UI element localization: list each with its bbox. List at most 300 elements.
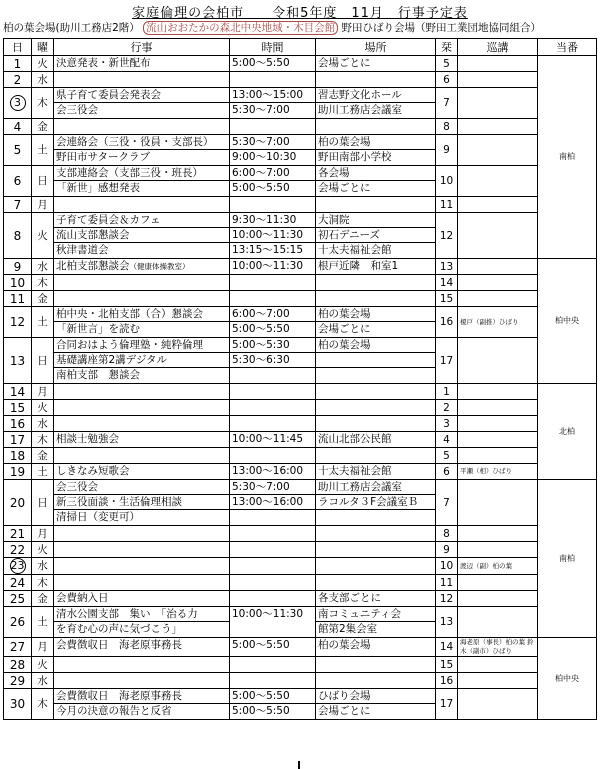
day-cell: 2	[4, 72, 32, 88]
header-row	[4, 39, 597, 56]
cell-line: 決意発表・新世配布	[56, 57, 151, 69]
shiori-cell: 6	[436, 464, 458, 480]
cell-line: 6:00～7:00	[230, 307, 315, 322]
junko-cell	[458, 607, 538, 638]
time-cell	[230, 72, 316, 88]
cell-line: 野田市サタークラブ	[56, 151, 150, 163]
day-cell: 8	[4, 213, 32, 259]
shiori-cell: 10	[436, 558, 458, 575]
cell-line	[54, 558, 229, 572]
time-cell	[230, 416, 316, 432]
day-cell: 25	[4, 591, 32, 607]
cell-line	[54, 542, 229, 556]
junko-cell	[458, 72, 538, 88]
cell-line	[316, 353, 435, 368]
table-row	[4, 607, 597, 638]
cell-line	[54, 526, 229, 540]
weekday-cell: 金	[32, 591, 54, 607]
junko-cell	[458, 338, 538, 384]
table-row	[4, 673, 597, 689]
cell-line: 10:00～11:30	[232, 260, 304, 272]
shiori-cell: 10	[436, 166, 458, 197]
cell-line: 合同おはよう倫理塾・純粋倫理	[54, 338, 229, 353]
cell-line: 5:30～7:00	[232, 104, 290, 116]
cell-line	[54, 275, 229, 289]
cell-line: 13:00～15:00	[230, 88, 315, 103]
shiori-cell: 8	[436, 119, 458, 135]
weekday-cell: 土	[32, 464, 54, 480]
shiori-cell: 1	[436, 384, 458, 400]
junko-cell	[458, 400, 538, 416]
cell-line	[316, 558, 435, 572]
shiori-cell: 17	[436, 689, 458, 720]
time-cell	[230, 448, 316, 464]
table-row	[4, 689, 597, 720]
place-cell	[316, 591, 436, 607]
table-row	[4, 213, 597, 259]
column-header: 行事	[54, 39, 230, 56]
cell-line	[230, 510, 315, 524]
day-cell: 6	[4, 166, 32, 197]
table-row	[4, 448, 597, 464]
time-cell	[230, 464, 316, 480]
place-cell	[316, 400, 436, 416]
column-header: 栞	[436, 39, 458, 56]
cell-line	[316, 384, 435, 398]
time-cell	[230, 607, 316, 638]
cell-line	[230, 657, 315, 671]
cell-line: 清水公園支部 集い 「治る力	[54, 607, 229, 622]
shiori-cell: 7	[436, 480, 458, 526]
cell-line	[230, 575, 315, 589]
time-cell	[230, 307, 316, 338]
junko-cell	[458, 432, 538, 448]
table-row	[4, 464, 597, 480]
cell-line	[230, 416, 315, 430]
cell-line: 助川工務店会議室	[318, 104, 402, 116]
event-cell	[54, 400, 230, 416]
event-cell	[54, 638, 230, 657]
cell-line: 秋津書道会	[56, 244, 109, 256]
table-row	[4, 307, 597, 338]
cell-line	[54, 197, 229, 211]
junko-cell: 榎戸（副推）ひばり	[458, 307, 538, 338]
shiori-cell: 6	[436, 72, 458, 88]
cell-line: 清掃日（変更可）	[56, 511, 140, 523]
cell-line: 南柏支部 懇談会	[56, 369, 140, 381]
time-cell	[230, 197, 316, 213]
cell-line	[230, 558, 315, 572]
cell-line: 10:00～11:30	[230, 228, 315, 243]
cell-line: 大洞院	[316, 213, 435, 228]
circled-day: 23	[10, 559, 25, 572]
event-cell	[54, 291, 230, 307]
duty-cell: 北柏	[538, 384, 597, 480]
event-cell	[54, 88, 230, 119]
junko-cell	[458, 135, 538, 166]
junko-cell	[458, 689, 538, 720]
weekday-cell: 月	[32, 638, 54, 657]
time-cell	[230, 135, 316, 166]
weekday-cell: 土	[32, 135, 54, 166]
cell-line: 「新世言」を読む	[56, 323, 140, 335]
cell-line	[230, 526, 315, 540]
event-cell	[54, 575, 230, 591]
table-row	[4, 338, 597, 384]
place-cell	[316, 416, 436, 432]
cell-line	[230, 72, 315, 86]
weekday-cell: 月	[32, 197, 54, 213]
column-header: 時間	[230, 39, 316, 56]
cell-line	[316, 119, 435, 133]
place-cell	[316, 291, 436, 307]
junko-cell	[458, 542, 538, 558]
place-cell	[316, 119, 436, 135]
weekday-cell: 火	[32, 400, 54, 416]
cell-line: しきなみ短歌会	[56, 465, 130, 477]
day-cell: 12	[4, 307, 32, 338]
cell-line: 助川工務店会議室	[316, 480, 435, 495]
junko-cell	[458, 448, 538, 464]
table-row	[4, 259, 597, 275]
cell-line: 流山北部公民館	[318, 433, 392, 445]
cell-line: 5:30～7:00	[230, 480, 315, 495]
cell-line: 5:00～5:50	[232, 182, 290, 194]
shiori-cell: 12	[436, 591, 458, 607]
cell-line: 5:00～5:50	[232, 57, 290, 69]
day-cell: 21	[4, 526, 32, 542]
cell-line	[316, 510, 435, 524]
table-row	[4, 197, 597, 213]
place-cell	[316, 575, 436, 591]
junko-cell	[458, 591, 538, 607]
cell-line: 流山支部懇談会	[54, 228, 229, 243]
column-header: 当番	[538, 39, 597, 56]
time-cell	[230, 575, 316, 591]
event-cell	[54, 432, 230, 448]
weekday-cell: 木	[32, 88, 54, 119]
weekday-cell: 日	[32, 338, 54, 384]
place-cell	[316, 448, 436, 464]
junko-cell	[458, 657, 538, 673]
day-cell: 20	[4, 480, 32, 526]
cell-line: 会連絡会（三役・役員・支部長）	[54, 135, 229, 150]
day-cell: 13	[4, 338, 32, 384]
cell-line: 十太夫福祉会館	[318, 465, 392, 477]
table-row	[4, 275, 597, 291]
cell-line	[316, 575, 435, 589]
shiori-cell: 2	[436, 400, 458, 416]
cell-line: 9:30～11:30	[230, 213, 315, 228]
event-cell	[54, 480, 230, 526]
cell-line	[54, 384, 229, 398]
event-cell	[54, 384, 230, 400]
day-cell: 11	[4, 291, 32, 307]
cell-line: 5:00～5:50	[232, 705, 290, 717]
weekday-cell: 木	[32, 689, 54, 720]
column-header: 日	[4, 39, 32, 56]
weekday-cell: 土	[32, 607, 54, 638]
place-cell	[316, 384, 436, 400]
cell-line: 5:00～5:50	[232, 639, 290, 651]
event-cell	[54, 197, 230, 213]
cell-line: 今月の決意の報告と反省	[56, 705, 172, 717]
time-cell	[230, 591, 316, 607]
place-cell	[316, 689, 436, 720]
time-cell	[230, 526, 316, 542]
place-cell	[316, 307, 436, 338]
weekday-cell: 木	[32, 275, 54, 291]
time-cell	[230, 542, 316, 558]
duty-cell: 柏中央	[538, 638, 597, 720]
cell-line: 柏中央・北柏支部（合）懇談会	[54, 307, 229, 322]
circled-day: 3	[10, 95, 26, 111]
day-cell: 26	[4, 607, 32, 638]
shiori-cell: 15	[436, 657, 458, 673]
table-row	[4, 542, 597, 558]
place-cell	[316, 135, 436, 166]
junko-cell	[458, 166, 538, 197]
place-cell	[316, 56, 436, 72]
junko-cell	[458, 259, 538, 275]
event-cell	[54, 591, 230, 607]
table-row	[4, 432, 597, 448]
cell-line	[316, 197, 435, 211]
junko-cell	[458, 119, 538, 135]
day-cell: 17	[4, 432, 32, 448]
shiori-cell: 5	[436, 448, 458, 464]
weekday-cell: 水	[32, 72, 54, 88]
place-cell	[316, 338, 436, 384]
event-cell	[54, 448, 230, 464]
weekday-cell: 日	[32, 166, 54, 197]
day-cell: 5	[4, 135, 32, 166]
time-cell	[230, 432, 316, 448]
weekday-cell: 日	[32, 480, 54, 526]
place-cell	[316, 558, 436, 575]
cell-line	[230, 119, 315, 133]
shiori-cell: 9	[436, 542, 458, 558]
cell-line: 会費徴収日 海老原事務長	[54, 689, 229, 704]
cell-line: 会場ごとに	[318, 705, 371, 717]
cell-line: ラコルタ３F会議室Ｂ	[316, 495, 435, 510]
cell-line: 5:00～5:30	[230, 338, 315, 353]
table-row	[4, 575, 597, 591]
cell-line: 十太夫福祉会館	[318, 244, 392, 256]
junko-cell	[458, 291, 538, 307]
cell-line	[316, 542, 435, 556]
event-cell	[54, 166, 230, 197]
shiori-cell: 7	[436, 88, 458, 119]
weekday-cell: 木	[32, 432, 54, 448]
cell-line	[230, 591, 315, 605]
highlighted-venue: 流山おおたかの森北中央地域・木目会館	[143, 21, 338, 35]
cell-line	[316, 448, 435, 462]
junko-cell: 海老原（事長）柏の葉 鈴木（副市）ひばり	[458, 638, 538, 657]
cell-line: 会場ごとに	[318, 57, 371, 69]
event-note: （健康体操教室）	[129, 262, 190, 271]
event-cell	[54, 307, 230, 338]
day-cell: 19	[4, 464, 32, 480]
time-cell	[230, 657, 316, 673]
day-cell: 18	[4, 448, 32, 464]
cell-line	[230, 197, 315, 211]
cell-line: 野田南部小学校	[318, 151, 392, 163]
junko-cell	[458, 575, 538, 591]
day-cell	[4, 558, 32, 575]
cell-line	[54, 72, 229, 86]
cell-line: 会場ごとに	[318, 182, 371, 194]
cell-line	[54, 400, 229, 414]
cell-line	[230, 368, 315, 382]
event-cell	[54, 526, 230, 542]
time-cell	[230, 275, 316, 291]
table-row	[4, 291, 597, 307]
day-cell: 4	[4, 119, 32, 135]
time-cell	[230, 88, 316, 119]
junko-cell	[458, 673, 538, 689]
cell-line	[230, 448, 315, 462]
time-cell	[230, 291, 316, 307]
day-cell: 24	[4, 575, 32, 591]
cell-line: 習志野文化ホール	[316, 88, 435, 103]
junko-cell	[458, 480, 538, 526]
weekday-cell: 火	[32, 213, 54, 259]
day-cell: 1	[4, 56, 32, 72]
cell-line	[230, 384, 315, 398]
table-row	[4, 88, 597, 119]
cell-line	[54, 119, 229, 133]
cell-line	[54, 657, 229, 671]
junko-cell: 平瀬（相）ひばり	[458, 464, 538, 480]
weekday-cell: 月	[32, 384, 54, 400]
column-header: 巡講	[458, 39, 538, 56]
day-cell: 16	[4, 416, 32, 432]
cell-line: 各支部ごとに	[318, 592, 381, 604]
cell-line: 10:00～11:30	[232, 608, 304, 620]
event-cell	[54, 689, 230, 720]
venue-list: 柏の葉会場(助川工務店2階） 流山おおたかの森北中央地域・木目会館 野田ひばり会場（野田工業団地協同組合）	[3, 22, 541, 34]
cell-line: 柏の葉会場	[316, 338, 435, 353]
cell-line: 南コミュニティ会	[316, 607, 435, 622]
cell-line	[54, 673, 229, 687]
table-row	[4, 558, 597, 575]
time-cell	[230, 259, 316, 275]
day-cell	[4, 88, 32, 119]
place-cell	[316, 88, 436, 119]
weekday-cell: 火	[32, 56, 54, 72]
cell-line	[230, 275, 315, 289]
shiori-cell: 8	[436, 526, 458, 542]
weekday-cell: 土	[32, 307, 54, 338]
table-row	[4, 657, 597, 673]
cell-line: 新三役面談・生活倫理相談	[54, 495, 229, 510]
place-cell	[316, 526, 436, 542]
cell-line: 5:30～6:30	[230, 353, 315, 368]
shiori-cell: 15	[436, 291, 458, 307]
weekday-cell: 水	[32, 673, 54, 689]
time-cell	[230, 673, 316, 689]
shiori-cell: 9	[436, 135, 458, 166]
time-cell	[230, 689, 316, 720]
table-row	[4, 135, 597, 166]
table-row	[4, 166, 597, 197]
place-cell	[316, 213, 436, 259]
weekday-cell: 木	[32, 575, 54, 591]
event-cell	[54, 657, 230, 673]
time-cell	[230, 480, 316, 526]
cell-line	[316, 72, 435, 86]
day-cell: 28	[4, 657, 32, 673]
cell-line: を育む心の声に気づこう」	[56, 623, 182, 635]
time-cell	[230, 338, 316, 384]
time-cell	[230, 213, 316, 259]
day-cell: 29	[4, 673, 32, 689]
weekday-cell: 金	[32, 119, 54, 135]
cell-line: 子育て委員会＆カフェ	[54, 213, 229, 228]
table-row	[4, 56, 597, 72]
cell-line: 5:00～5:50	[232, 323, 290, 335]
shiori-cell: 3	[436, 416, 458, 432]
cell-line	[54, 416, 229, 430]
junko-cell	[458, 416, 538, 432]
junko-cell	[458, 213, 538, 259]
place-cell	[316, 197, 436, 213]
cell-line: 5:00～5:50	[230, 689, 315, 704]
cell-line: 各会場	[316, 166, 435, 181]
day-cell: 7	[4, 197, 32, 213]
place-cell	[316, 480, 436, 526]
shiori-cell: 16	[436, 307, 458, 338]
time-cell	[230, 638, 316, 657]
event-cell	[54, 464, 230, 480]
cell-line	[54, 448, 229, 462]
shiori-cell: 4	[436, 432, 458, 448]
weekday-cell: 水	[32, 416, 54, 432]
event-cell	[54, 416, 230, 432]
event-cell	[54, 558, 230, 575]
schedule-table	[3, 38, 597, 720]
weekday-cell: 金	[32, 291, 54, 307]
cell-line	[230, 542, 315, 556]
cell-line: 柏の葉会場	[316, 135, 435, 150]
cell-line: 10:00～11:45	[232, 433, 304, 445]
shiori-cell: 13	[436, 259, 458, 275]
day-cell: 9	[4, 259, 32, 275]
cell-line: 基礎講座第2講デジタル	[54, 353, 229, 368]
shiori-cell: 12	[436, 213, 458, 259]
shiori-cell: 13	[436, 607, 458, 638]
shiori-cell: 5	[436, 56, 458, 72]
event-cell	[54, 119, 230, 135]
weekday-cell: 火	[32, 542, 54, 558]
cell-line: 会三役会	[54, 480, 229, 495]
weekday-cell: 月	[32, 526, 54, 542]
time-cell	[230, 400, 316, 416]
day-cell: 10	[4, 275, 32, 291]
junko-cell	[458, 384, 538, 400]
cell-line	[316, 291, 435, 305]
time-cell	[230, 56, 316, 72]
place-cell	[316, 166, 436, 197]
shiori-cell: 17	[436, 338, 458, 384]
event-cell	[54, 72, 230, 88]
event-cell	[54, 542, 230, 558]
weekday-cell: 金	[32, 448, 54, 464]
event-cell	[54, 56, 230, 72]
cell-line	[230, 291, 315, 305]
shiori-cell: 16	[436, 673, 458, 689]
